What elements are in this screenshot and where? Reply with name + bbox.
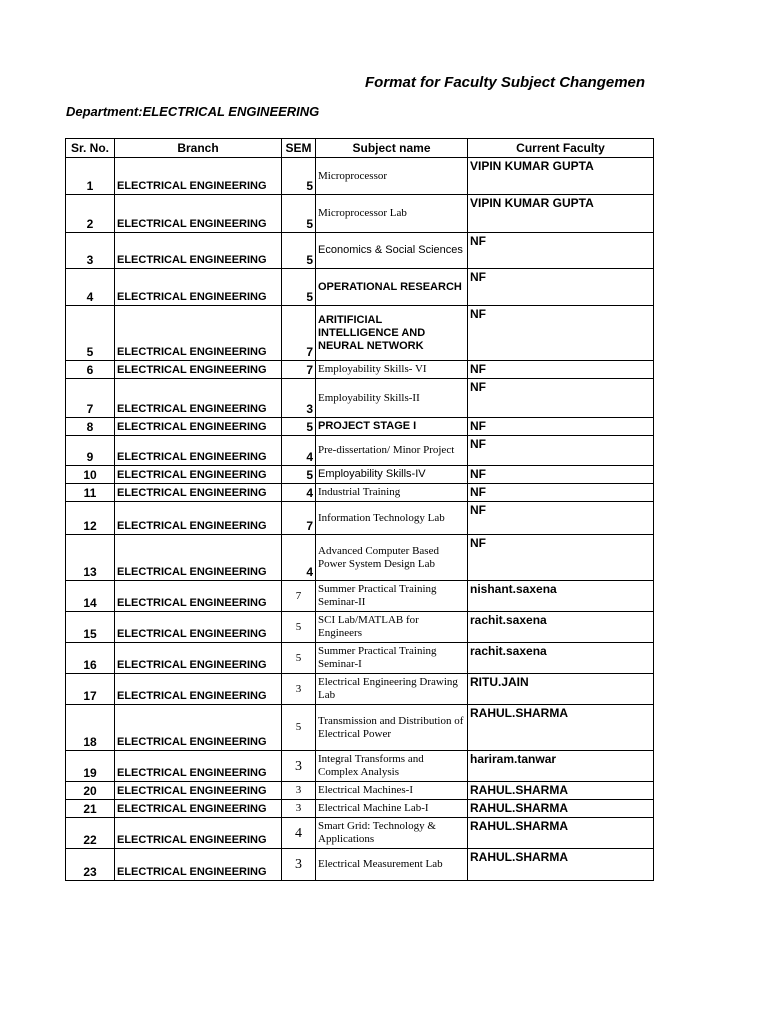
branch-cell: ELECTRICAL ENGINEERING [115, 674, 282, 705]
sr-no-cell: 3 [66, 233, 115, 269]
current-faculty-cell: RITU.JAIN [468, 674, 654, 705]
branch-cell: ELECTRICAL ENGINEERING [115, 418, 282, 436]
sr-no-cell: 4 [66, 269, 115, 306]
sr-no-cell: 10 [66, 466, 115, 484]
branch-cell: ELECTRICAL ENGINEERING [115, 502, 282, 535]
table-row [66, 306, 654, 361]
current-faculty-cell: NF [468, 418, 654, 436]
sem-cell: 4 [282, 436, 316, 466]
header-row [66, 139, 654, 158]
subject-name-cell: Transmission and Distribution of Electrical Power [316, 705, 468, 751]
sr-no-cell: 13 [66, 535, 115, 581]
table-row [66, 612, 654, 643]
branch-cell: ELECTRICAL ENGINEERING [115, 705, 282, 751]
current-faculty-cell: RAHUL.SHARMA [468, 800, 654, 818]
branch-cell: ELECTRICAL ENGINEERING [115, 233, 282, 269]
current-faculty-cell: NF [468, 502, 654, 535]
sem-cell: 3 [282, 782, 316, 800]
branch-cell: ELECTRICAL ENGINEERING [115, 612, 282, 643]
branch-cell: ELECTRICAL ENGINEERING [115, 361, 282, 379]
current-faculty-cell: RAHUL.SHARMA [468, 782, 654, 800]
table-row [66, 800, 654, 818]
header-current-faculty: Current Faculty [468, 139, 654, 158]
current-faculty-cell: RAHUL.SHARMA [468, 705, 654, 751]
subject-name-cell: ARITIFICIAL INTELLIGENCE AND NEURAL NETWORK [316, 306, 468, 361]
subject-name-cell: Employability Skills-IV [316, 466, 468, 484]
sr-no-cell: 1 [66, 158, 115, 195]
sem-cell: 5 [282, 612, 316, 643]
sem-cell: 5 [282, 158, 316, 195]
subject-name-cell: Electrical Machines-I [316, 782, 468, 800]
sr-no-cell: 5 [66, 306, 115, 361]
sr-no-cell: 15 [66, 612, 115, 643]
sr-no-cell: 16 [66, 643, 115, 674]
current-faculty-cell: rachit.saxena [468, 612, 654, 643]
branch-cell: ELECTRICAL ENGINEERING [115, 436, 282, 466]
table-row [66, 782, 654, 800]
sr-no-cell: 21 [66, 800, 115, 818]
header-sem: SEM [282, 139, 316, 158]
sem-cell: 3 [282, 751, 316, 782]
sem-cell: 5 [282, 705, 316, 751]
subject-name-cell: Advanced Computer Based Power System Design Lab [316, 535, 468, 581]
branch-cell: ELECTRICAL ENGINEERING [115, 535, 282, 581]
branch-cell: ELECTRICAL ENGINEERING [115, 484, 282, 502]
current-faculty-cell: RAHUL.SHARMA [468, 818, 654, 849]
branch-cell: ELECTRICAL ENGINEERING [115, 195, 282, 233]
sr-no-cell: 9 [66, 436, 115, 466]
sr-no-cell: 18 [66, 705, 115, 751]
table-row [66, 581, 654, 612]
table-row [66, 643, 654, 674]
branch-cell: ELECTRICAL ENGINEERING [115, 269, 282, 306]
current-faculty-cell: NF [468, 361, 654, 379]
subject-name-cell: Microprocessor Lab [316, 195, 468, 233]
sem-cell: 3 [282, 800, 316, 818]
branch-cell: ELECTRICAL ENGINEERING [115, 158, 282, 195]
subject-name-cell: OPERATIONAL RESEARCH [316, 269, 468, 306]
subject-name-cell: SCI Lab/MATLAB for Engineers [316, 612, 468, 643]
sr-no-cell: 12 [66, 502, 115, 535]
subject-name-cell: Smart Grid: Technology & Applications [316, 818, 468, 849]
sr-no-cell: 17 [66, 674, 115, 705]
branch-cell: ELECTRICAL ENGINEERING [115, 306, 282, 361]
branch-cell: ELECTRICAL ENGINEERING [115, 379, 282, 418]
current-faculty-cell: NF [468, 484, 654, 502]
subject-name-cell: Electrical Engineering Drawing Lab [316, 674, 468, 705]
table-row [66, 361, 654, 379]
branch-cell: ELECTRICAL ENGINEERING [115, 466, 282, 484]
table-row [66, 379, 654, 418]
subject-name-cell: Industrial Training [316, 484, 468, 502]
subject-name-cell: Economics & Social Sciences [316, 233, 468, 269]
sem-cell: 4 [282, 484, 316, 502]
subject-name-cell: Employability Skills-II [316, 379, 468, 418]
table-body [66, 158, 654, 881]
table-row [66, 751, 654, 782]
subject-name-cell: PROJECT STAGE I [316, 418, 468, 436]
header-subject-name: Subject name [316, 139, 468, 158]
header-sr-no: Sr. No. [66, 139, 115, 158]
current-faculty-cell: nishant.saxena [468, 581, 654, 612]
branch-cell: ELECTRICAL ENGINEERING [115, 800, 282, 818]
table-row [66, 502, 654, 535]
subject-name-cell: Pre-dissertation/ Minor Project [316, 436, 468, 466]
table-row [66, 849, 654, 881]
sr-no-cell: 6 [66, 361, 115, 379]
sr-no-cell: 7 [66, 379, 115, 418]
subject-name-cell: Integral Transforms and Complex Analysis [316, 751, 468, 782]
table-row [66, 269, 654, 306]
table-row [66, 535, 654, 581]
subject-name-cell: Summer Practical Training Seminar-I [316, 643, 468, 674]
subject-name-cell: Electrical Measurement Lab [316, 849, 468, 881]
table-row [66, 674, 654, 705]
table-row [66, 418, 654, 436]
current-faculty-cell: NF [468, 233, 654, 269]
current-faculty-cell: NF [468, 379, 654, 418]
sr-no-cell: 11 [66, 484, 115, 502]
table-row [66, 466, 654, 484]
sr-no-cell: 2 [66, 195, 115, 233]
sem-cell: 5 [282, 466, 316, 484]
subject-name-cell: Summer Practical Training Seminar-II [316, 581, 468, 612]
sr-no-cell: 8 [66, 418, 115, 436]
branch-cell: ELECTRICAL ENGINEERING [115, 643, 282, 674]
document-title: Format for Faculty Subject Changemen [365, 74, 646, 91]
table-row [66, 705, 654, 751]
sem-cell: 7 [282, 581, 316, 612]
sr-no-cell: 19 [66, 751, 115, 782]
sem-cell: 5 [282, 418, 316, 436]
table-row [66, 233, 654, 269]
department-label: Department:ELECTRICAL ENGINEERING [66, 104, 320, 119]
current-faculty-cell: NF [468, 269, 654, 306]
sr-no-cell: 20 [66, 782, 115, 800]
sem-cell: 7 [282, 361, 316, 379]
sem-cell: 7 [282, 502, 316, 535]
faculty-subject-table [65, 138, 654, 881]
sr-no-cell: 14 [66, 581, 115, 612]
sem-cell: 5 [282, 233, 316, 269]
sem-cell: 4 [282, 535, 316, 581]
current-faculty-cell: NF [468, 306, 654, 361]
current-faculty-cell: hariram.tanwar [468, 751, 654, 782]
sr-no-cell: 23 [66, 849, 115, 881]
sem-cell: 7 [282, 306, 316, 361]
branch-cell: ELECTRICAL ENGINEERING [115, 581, 282, 612]
table-row [66, 195, 654, 233]
branch-cell: ELECTRICAL ENGINEERING [115, 751, 282, 782]
current-faculty-cell: NF [468, 466, 654, 484]
table-row [66, 484, 654, 502]
current-faculty-cell: VIPIN KUMAR GUPTA [468, 195, 654, 233]
sr-no-cell: 22 [66, 818, 115, 849]
current-faculty-cell: NF [468, 436, 654, 466]
table-row [66, 436, 654, 466]
subject-name-cell: Microprocessor [316, 158, 468, 195]
table-row [66, 818, 654, 849]
current-faculty-cell: rachit.saxena [468, 643, 654, 674]
table-row [66, 158, 654, 195]
current-faculty-cell: NF [468, 535, 654, 581]
subject-name-cell: Employability Skills- VI [316, 361, 468, 379]
current-faculty-cell: VIPIN KUMAR GUPTA [468, 158, 654, 195]
sem-cell: 5 [282, 643, 316, 674]
branch-cell: ELECTRICAL ENGINEERING [115, 782, 282, 800]
current-faculty-cell: RAHUL.SHARMA [468, 849, 654, 881]
subject-name-cell: Electrical Machine Lab-I [316, 800, 468, 818]
sem-cell: 5 [282, 195, 316, 233]
sem-cell: 3 [282, 674, 316, 705]
sem-cell: 4 [282, 818, 316, 849]
sem-cell: 5 [282, 269, 316, 306]
branch-cell: ELECTRICAL ENGINEERING [115, 849, 282, 881]
sem-cell: 3 [282, 379, 316, 418]
branch-cell: ELECTRICAL ENGINEERING [115, 818, 282, 849]
subject-name-cell: Information Technology Lab [316, 502, 468, 535]
header-branch: Branch [115, 139, 282, 158]
sem-cell: 3 [282, 849, 316, 881]
